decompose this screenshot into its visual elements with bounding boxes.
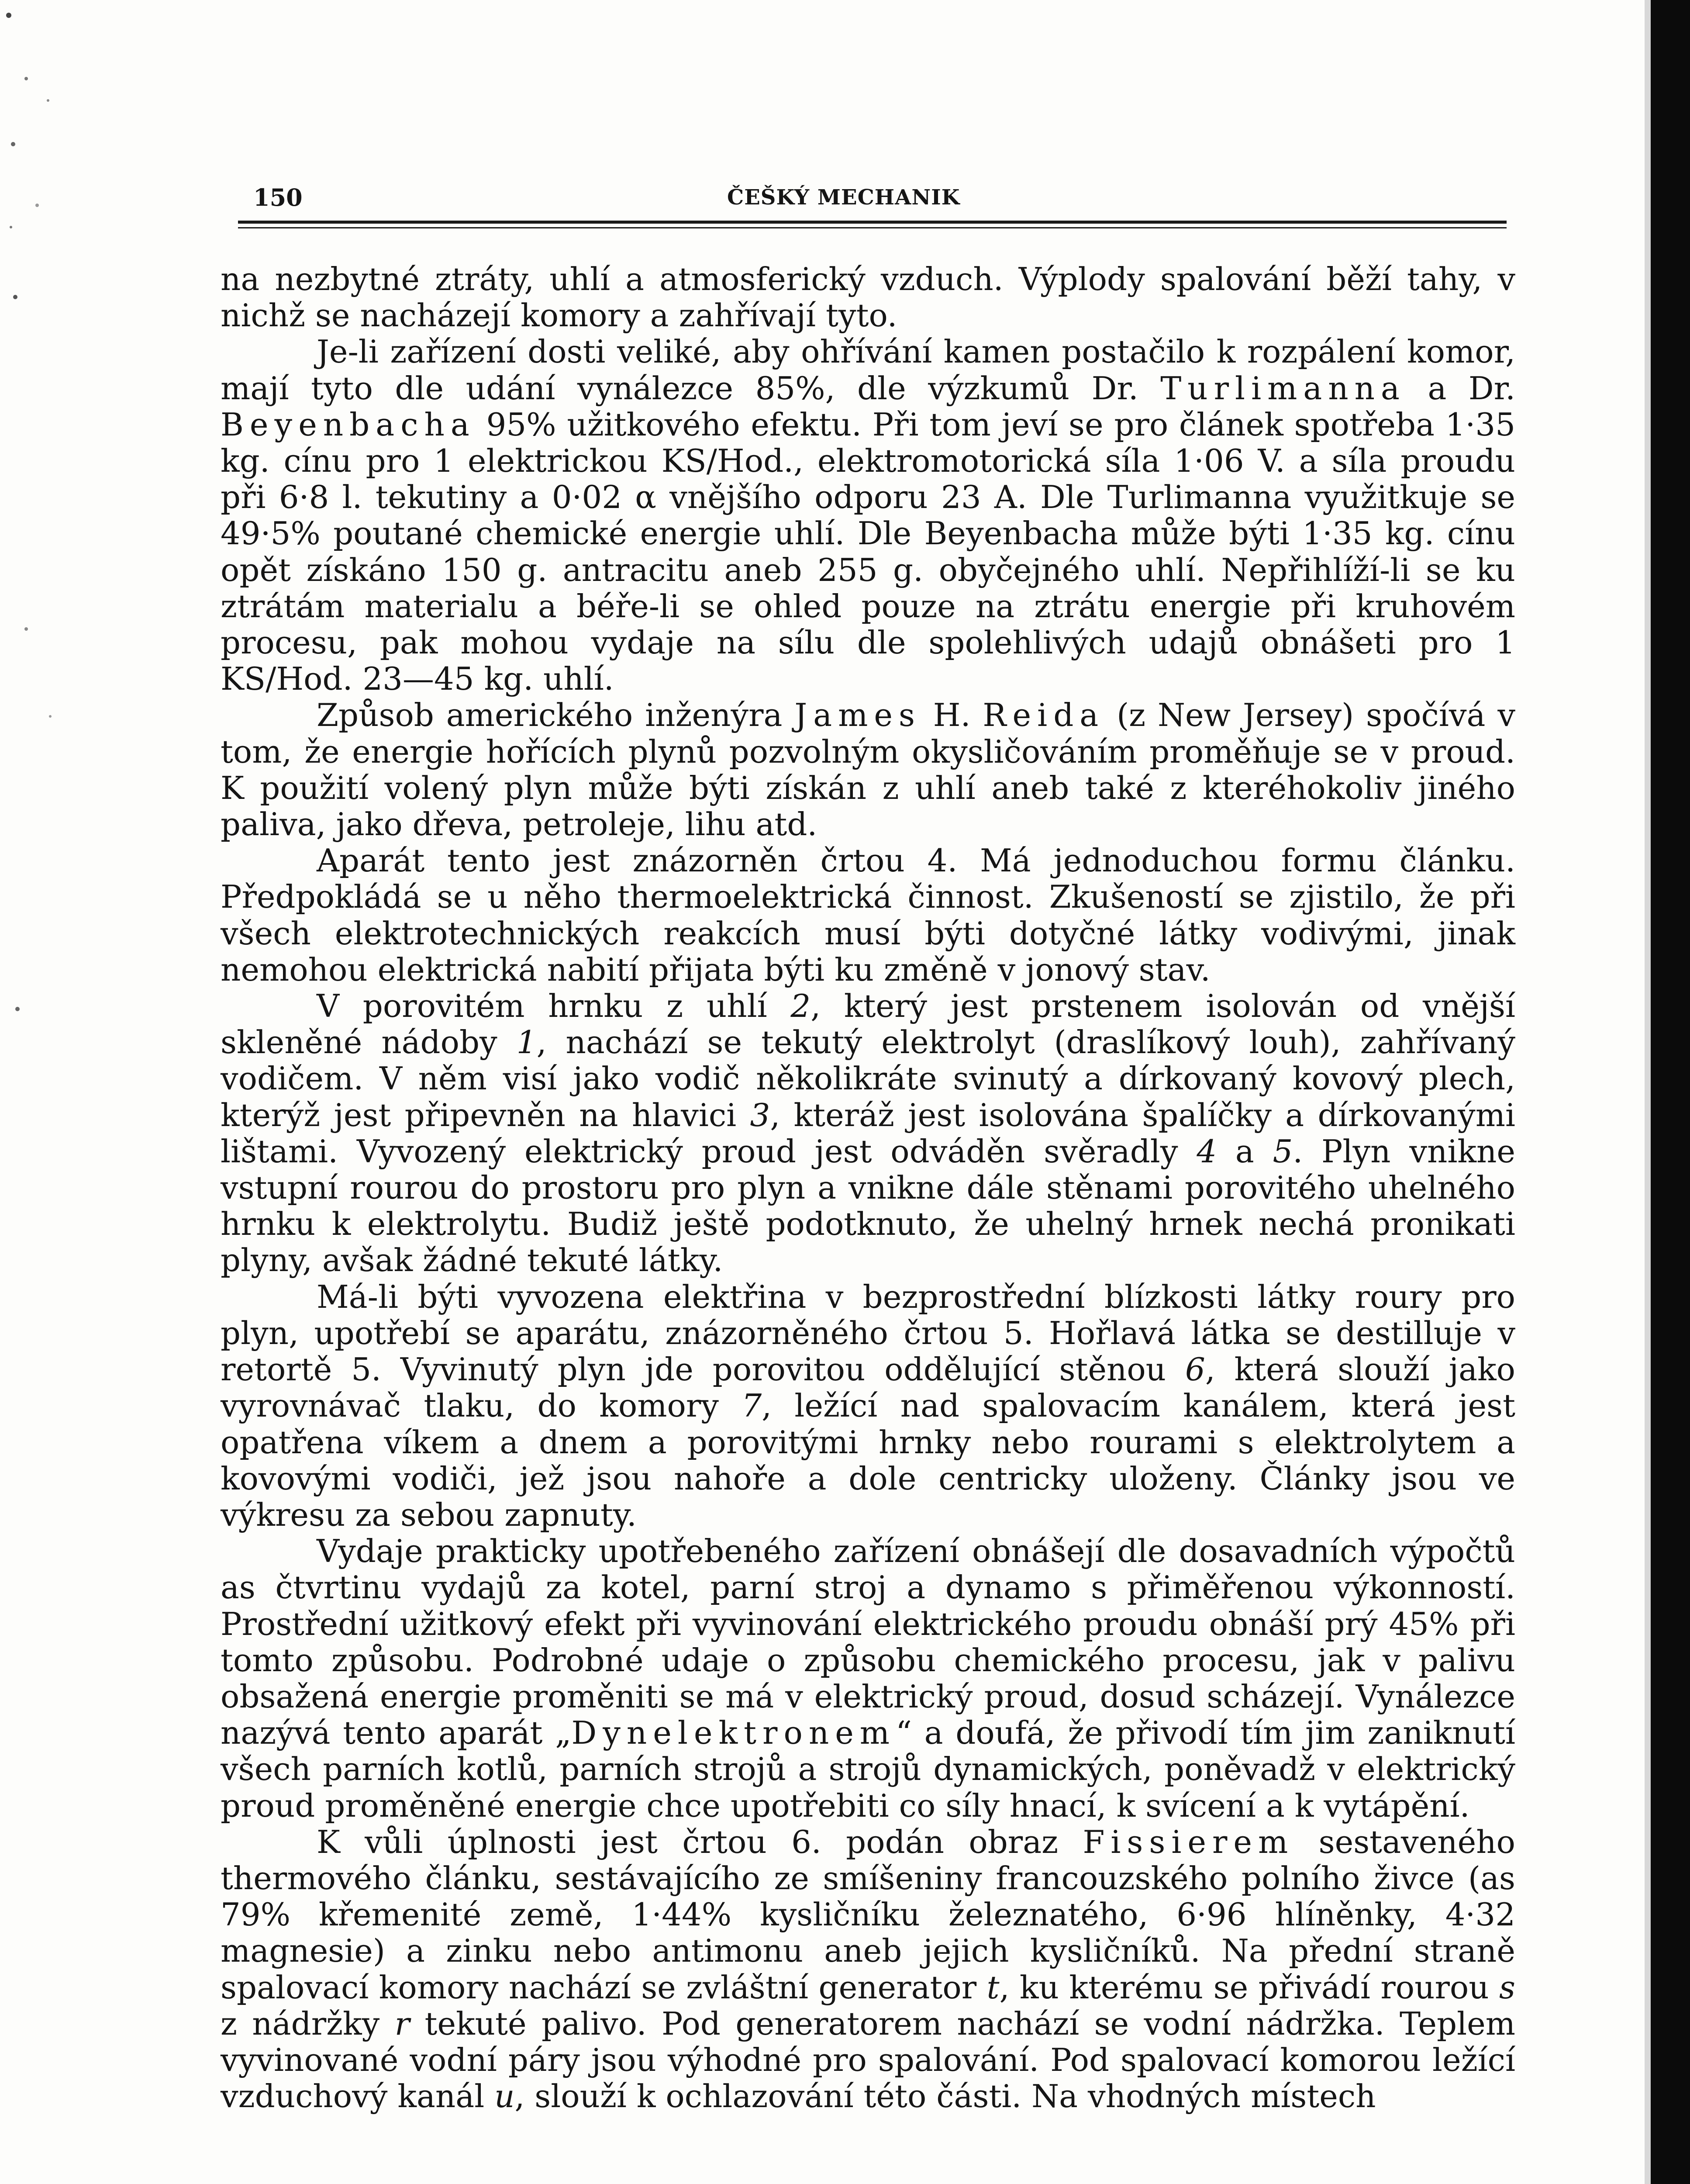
paragraph xyxy=(221,697,1515,843)
page-header xyxy=(227,183,1502,218)
text-run: z nádržky xyxy=(221,2005,395,2042)
paragraph xyxy=(221,843,1515,988)
text-run: , slouží k ochlazování této části. Na vhodných místech xyxy=(514,2078,1376,2115)
paragraph xyxy=(221,1533,1515,1824)
figure-ref: 5 xyxy=(1273,1133,1293,1170)
spaced-name: Turlimanna xyxy=(1160,370,1406,407)
text-run: a xyxy=(1217,1133,1273,1170)
text-run: a Dr. xyxy=(1405,370,1515,407)
figure-ref: 1 xyxy=(516,1024,537,1061)
spaced-name: Beyenbacha xyxy=(221,406,476,443)
figure-ref: 4 xyxy=(1197,1133,1217,1170)
text-run: , který jest prstenem isolován od vnější skleněné nádoby xyxy=(221,988,1516,1061)
header-rule-thin xyxy=(238,227,1507,228)
figure-ref: t xyxy=(986,1969,1000,2006)
text-run: (z New Jersey) spočívá v tom, že energie hořících plynů pozvolným okysličováním proměňuje se v proud. K použití volený plyn může býti získán z uhlí aneb také z kteréhokoliv jiného paliva, jako dřeva, petroleje, lihu atd. xyxy=(221,697,1515,843)
text-run: Způsob amerického inženýra xyxy=(317,697,795,734)
header-rule-thick xyxy=(238,221,1507,224)
text-run: , ku kterému se přivádí rourou xyxy=(999,1969,1500,2006)
figure-ref: s xyxy=(1499,1969,1515,2006)
spaced-name: Fissierem xyxy=(1083,1823,1294,1860)
paragraph xyxy=(221,988,1515,1279)
figure-ref: 3 xyxy=(750,1096,770,1133)
paragraph xyxy=(221,1279,1515,1533)
text-run: Je-li zařízení dosti veliké, aby ohřívání kamen postačilo k rozpálení komor, mají tyto dle udání vynálezce 85%, dle výzkumů Dr. xyxy=(221,333,1515,407)
figure-ref: r xyxy=(394,2005,410,2042)
body-text xyxy=(221,261,1515,2115)
text-run: Vydaje prakticky upotřebeného zařízení obnášejí dle dosavadních výpočtů as čtvrtinu vydajů za kotel, parní stroj a dynamo s přiměřenou výkonností. Prostřední užitkový efekt při vyvinování elektrického proudu obnáší prý 45% při tomto způsobu. Podrobné udaje o způsobu chemického procesu, jak v palivu obsažená energie proměniti se má v elektrický proud, dosud scházejí. Vynálezce nazývá tento aparát „ xyxy=(221,1533,1515,1752)
paragraph xyxy=(221,334,1515,697)
figure-ref: 2 xyxy=(790,988,811,1025)
text-run: na nezbytné ztráty, uhlí a atmosferický vzduch. Výplody spalování běží tahy, v nichž se nacházejí komory a zahřívají tyto. xyxy=(221,261,1515,334)
text-run: Má-li býti vyvozena elektřina v bezprostřední blízkosti látky roury pro plyn, upotřebí se aparátu, znázorněného črtou 5. Hořlavá látka se destilluje v retortě 5. Vyvinutý plyn jde porovitou oddělující stěnou xyxy=(221,1278,1515,1388)
figure-ref: 7 xyxy=(742,1387,762,1424)
text-run: H. xyxy=(921,697,983,734)
page-edge-shadow xyxy=(1645,0,1651,2184)
text-run: , nachází se tekutý elektrolyt (draslíkový louh), zahřívaný vodičem. V něm visí jako vodič několikráte svinutý a dírkovaný kovový plech, kterýž jest připevněn na hlavici xyxy=(221,1024,1515,1133)
figure-ref: u xyxy=(494,2078,515,2115)
text-run: , kteráž jest isolována špalíčky a dírkovanými lištami. Vyvozený elektrický proud jest odváděn svěradly xyxy=(221,1096,1516,1170)
scan-border xyxy=(1651,0,1690,2184)
text-run: sestaveného thermového článku, sestávajícího ze smíšeniny francouzského polního živce (as 79% křemenité země, 1·44% kysličníku železnatého, 6·96 hlíněnky, 4·32 magnesie) a zinku nebo antimonu aneb jejich kysličníků. Na přední straně spalovací komory nachází se zvláštní generator xyxy=(221,1823,1515,2006)
text-run: K vůli úplnosti jest črtou 6. podán obraz xyxy=(317,1823,1083,1860)
text-run: tekuté palivo. Pod generatorem nachází se vodní nádržka. Teplem vyvinované vodní páry jsou výhodné pro spalování. Pod spalovací komorou ležící vzduchový kanál xyxy=(221,2005,1515,2115)
text-run: , která slouží jako vyrovnávač tlaku, do komory xyxy=(221,1351,1515,1424)
paragraph xyxy=(221,1824,1515,2115)
spaced-name: Dynelektronem xyxy=(571,1714,896,1752)
paragraph xyxy=(221,261,1515,334)
text-run: , ležící nad spalovacím kanálem, která jest opatřena víkem a dnem a porovitými hrnky nebo rourami s elektrolytem a kovovými vodiči, jež jsou nahoře a dole centricky uloženy. Články jsou ve výkresu za sebou zapnuty. xyxy=(221,1387,1516,1533)
text-run: “ a doufá, že přivodí tím jim zaniknutí všech parních kotlů, parních strojů a strojů dynamických, poněvadž v elektrický proud proměněné energie chce upotřebiti co síly hnací, k svícení a k vytápění. xyxy=(221,1714,1515,1824)
text-run: Aparát tento jest znázorněn črtou 4. Má jednoduchou formu článku. Předpokládá se u něho thermoelektrická činnost. Zkušeností se zjistilo, že při všech elektrotechnických reakcích musí býti dotyčné látky vodivými, jinak nemohou elektrická nabití přijata býti ku změně v jonový stav. xyxy=(221,842,1515,988)
text-run: V porovitém hrnku z uhlí xyxy=(317,988,791,1025)
figure-ref: 6 xyxy=(1185,1351,1205,1388)
text-run: . Plyn vnikne vstupní rourou do prostoru pro plyn a vnikne dále stěnami porovitého uhelného hrnku k elektrolytu. Budiž ještě podotknuto, že uhelný hrnek nechá pronikati plyny, avšak žádné tekuté látky. xyxy=(221,1133,1515,1279)
spaced-name: Reida xyxy=(983,697,1105,734)
text-run: 95% užitkového efektu. Při tom jeví se pro článek spotřeba 1·35 kg. cínu pro 1 elektrickou KS/Hod., elektromotorická síla 1·06 V. a síla proudu při 6·8 l. tekutiny a 0·02 α vnějšího odporu 23 A. Dle Turlimanna využitkuje se 49·5% poutané chemické energie uhlí. Dle Beyenbacha může býti 1·35 kg. cínu opět získáno 150 g. antracitu aneb 255 g. obyčejného uhlí. Nepřihlíží-li se ku ztrátám materialu a béře-li se ohled pouze na ztrátu energie při kruhovém procesu, pak mohou vydaje na sílu dle spolehlivých udajů obnášeti pro 1 KS/Hod. 23—45 kg. uhlí. xyxy=(221,406,1515,698)
running-title: ČEŠKÝ MECHANIK xyxy=(727,185,960,210)
page-number: 150 xyxy=(253,183,303,211)
spaced-name: James xyxy=(794,697,921,734)
